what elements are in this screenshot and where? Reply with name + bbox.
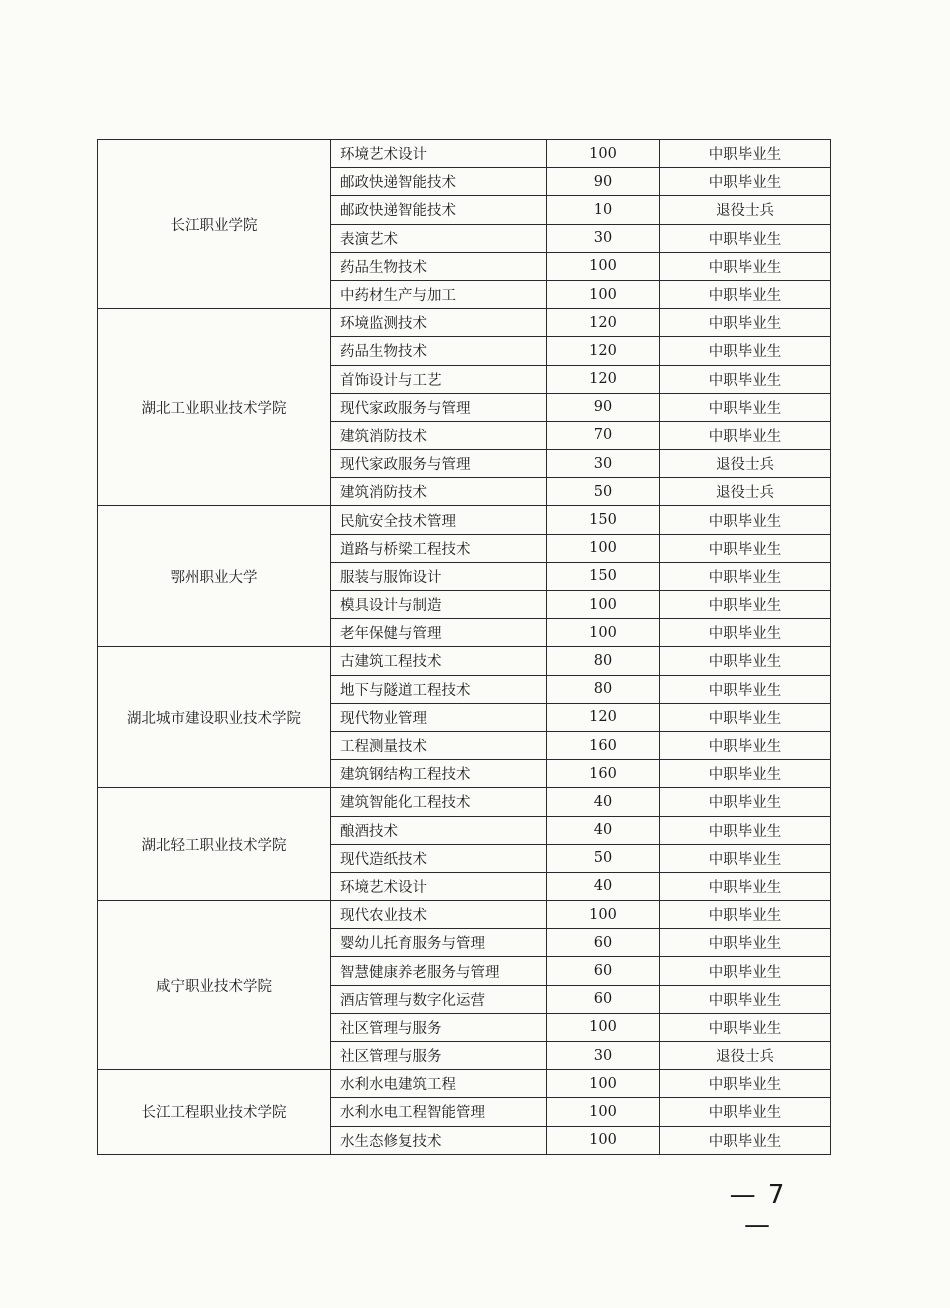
source-cell: 中职毕业生 (660, 731, 831, 759)
table-row (98, 647, 831, 675)
source-cell: 中职毕业生 (660, 337, 831, 365)
major-cell: 环境艺术设计 (331, 872, 547, 900)
source-cell: 中职毕业生 (660, 816, 831, 844)
source-cell: 中职毕业生 (660, 506, 831, 534)
major-cell: 地下与隧道工程技术 (331, 675, 547, 703)
quota-cell: 100 (547, 534, 660, 562)
source-cell: 中职毕业生 (660, 393, 831, 421)
major-cell: 首饰设计与工艺 (331, 365, 547, 393)
source-cell: 中职毕业生 (660, 224, 831, 252)
major-cell: 药品生物技术 (331, 337, 547, 365)
major-cell: 现代家政服务与管理 (331, 393, 547, 421)
quota-cell: 100 (547, 901, 660, 929)
major-cell: 建筑钢结构工程技术 (331, 760, 547, 788)
quota-cell: 50 (547, 478, 660, 506)
quota-cell: 30 (547, 450, 660, 478)
enrollment-plan-table (97, 139, 831, 1155)
quota-cell: 40 (547, 816, 660, 844)
table-row (98, 1070, 831, 1098)
table-row (98, 506, 831, 534)
quota-cell: 100 (547, 1126, 660, 1154)
major-cell: 酿酒技术 (331, 816, 547, 844)
quota-cell: 120 (547, 365, 660, 393)
major-cell: 中药材生产与加工 (331, 280, 547, 308)
quota-cell: 60 (547, 985, 660, 1013)
quota-cell: 40 (547, 872, 660, 900)
source-cell: 中职毕业生 (660, 1126, 831, 1154)
source-cell: 中职毕业生 (660, 1098, 831, 1126)
quota-cell: 30 (547, 224, 660, 252)
school-name-cell: 湖北工业职业技术学院 (98, 309, 331, 506)
school-name-cell: 湖北城市建设职业技术学院 (98, 647, 331, 788)
school-name-cell: 长江工程职业技术学院 (98, 1070, 331, 1155)
page-number: — 7 — (729, 1180, 787, 1240)
quota-cell: 150 (547, 506, 660, 534)
source-cell: 中职毕业生 (660, 252, 831, 280)
major-cell: 水利水电建筑工程 (331, 1070, 547, 1098)
school-name-cell: 长江职业学院 (98, 140, 331, 309)
source-cell: 中职毕业生 (660, 309, 831, 337)
source-cell: 中职毕业生 (660, 168, 831, 196)
quota-cell: 30 (547, 1042, 660, 1070)
quota-cell: 60 (547, 957, 660, 985)
source-cell: 中职毕业生 (660, 647, 831, 675)
source-cell: 中职毕业生 (660, 957, 831, 985)
table-row (98, 140, 831, 168)
major-cell: 药品生物技术 (331, 252, 547, 280)
quota-cell: 100 (547, 1098, 660, 1126)
source-cell: 中职毕业生 (660, 534, 831, 562)
quota-cell: 100 (547, 591, 660, 619)
major-cell: 表演艺术 (331, 224, 547, 252)
quota-cell: 70 (547, 421, 660, 449)
major-cell: 建筑智能化工程技术 (331, 788, 547, 816)
source-cell: 退役士兵 (660, 196, 831, 224)
quota-cell: 100 (547, 280, 660, 308)
major-cell: 邮政快递智能技术 (331, 168, 547, 196)
source-cell: 中职毕业生 (660, 421, 831, 449)
major-cell: 古建筑工程技术 (331, 647, 547, 675)
table-body (98, 140, 831, 1155)
major-cell: 酒店管理与数字化运营 (331, 985, 547, 1013)
major-cell: 建筑消防技术 (331, 421, 547, 449)
major-cell: 现代农业技术 (331, 901, 547, 929)
school-name-cell: 咸宁职业技术学院 (98, 901, 331, 1070)
source-cell: 中职毕业生 (660, 844, 831, 872)
quota-cell: 100 (547, 1070, 660, 1098)
quota-cell: 100 (547, 140, 660, 168)
quota-cell: 100 (547, 252, 660, 280)
quota-cell: 100 (547, 1013, 660, 1041)
source-cell: 中职毕业生 (660, 365, 831, 393)
quota-cell: 90 (547, 393, 660, 421)
quota-cell: 120 (547, 703, 660, 731)
major-cell: 建筑消防技术 (331, 478, 547, 506)
major-cell: 环境监测技术 (331, 309, 547, 337)
major-cell: 婴幼儿托育服务与管理 (331, 929, 547, 957)
school-name-cell: 湖北轻工职业技术学院 (98, 788, 331, 901)
major-cell: 邮政快递智能技术 (331, 196, 547, 224)
quota-cell: 80 (547, 675, 660, 703)
major-cell: 现代家政服务与管理 (331, 450, 547, 478)
source-cell: 中职毕业生 (660, 619, 831, 647)
major-cell: 老年保健与管理 (331, 619, 547, 647)
quota-cell: 160 (547, 760, 660, 788)
quota-cell: 60 (547, 929, 660, 957)
source-cell: 退役士兵 (660, 1042, 831, 1070)
source-cell: 中职毕业生 (660, 562, 831, 590)
table-row (98, 901, 831, 929)
major-cell: 社区管理与服务 (331, 1013, 547, 1041)
quota-cell: 80 (547, 647, 660, 675)
major-cell: 道路与桥梁工程技术 (331, 534, 547, 562)
quota-cell: 150 (547, 562, 660, 590)
quota-cell: 100 (547, 619, 660, 647)
source-cell: 中职毕业生 (660, 591, 831, 619)
quota-cell: 50 (547, 844, 660, 872)
source-cell: 中职毕业生 (660, 788, 831, 816)
source-cell: 中职毕业生 (660, 280, 831, 308)
major-cell: 水利水电工程智能管理 (331, 1098, 547, 1126)
source-cell: 退役士兵 (660, 450, 831, 478)
major-cell: 模具设计与制造 (331, 591, 547, 619)
major-cell: 环境艺术设计 (331, 140, 547, 168)
source-cell: 中职毕业生 (660, 929, 831, 957)
quota-cell: 120 (547, 337, 660, 365)
school-name-cell: 鄂州职业大学 (98, 506, 331, 647)
source-cell: 中职毕业生 (660, 901, 831, 929)
quota-cell: 90 (547, 168, 660, 196)
major-cell: 现代物业管理 (331, 703, 547, 731)
source-cell: 中职毕业生 (660, 1013, 831, 1041)
major-cell: 现代造纸技术 (331, 844, 547, 872)
table-row (98, 309, 831, 337)
quota-cell: 160 (547, 731, 660, 759)
source-cell: 中职毕业生 (660, 140, 831, 168)
major-cell: 社区管理与服务 (331, 1042, 547, 1070)
source-cell: 中职毕业生 (660, 985, 831, 1013)
source-cell: 中职毕业生 (660, 675, 831, 703)
quota-cell: 120 (547, 309, 660, 337)
source-cell: 中职毕业生 (660, 703, 831, 731)
major-cell: 服装与服饰设计 (331, 562, 547, 590)
quota-cell: 40 (547, 788, 660, 816)
major-cell: 水生态修复技术 (331, 1126, 547, 1154)
major-cell: 智慧健康养老服务与管理 (331, 957, 547, 985)
source-cell: 中职毕业生 (660, 760, 831, 788)
major-cell: 民航安全技术管理 (331, 506, 547, 534)
source-cell: 中职毕业生 (660, 1070, 831, 1098)
source-cell: 退役士兵 (660, 478, 831, 506)
quota-cell: 10 (547, 196, 660, 224)
major-cell: 工程测量技术 (331, 731, 547, 759)
table-row (98, 788, 831, 816)
source-cell: 中职毕业生 (660, 872, 831, 900)
